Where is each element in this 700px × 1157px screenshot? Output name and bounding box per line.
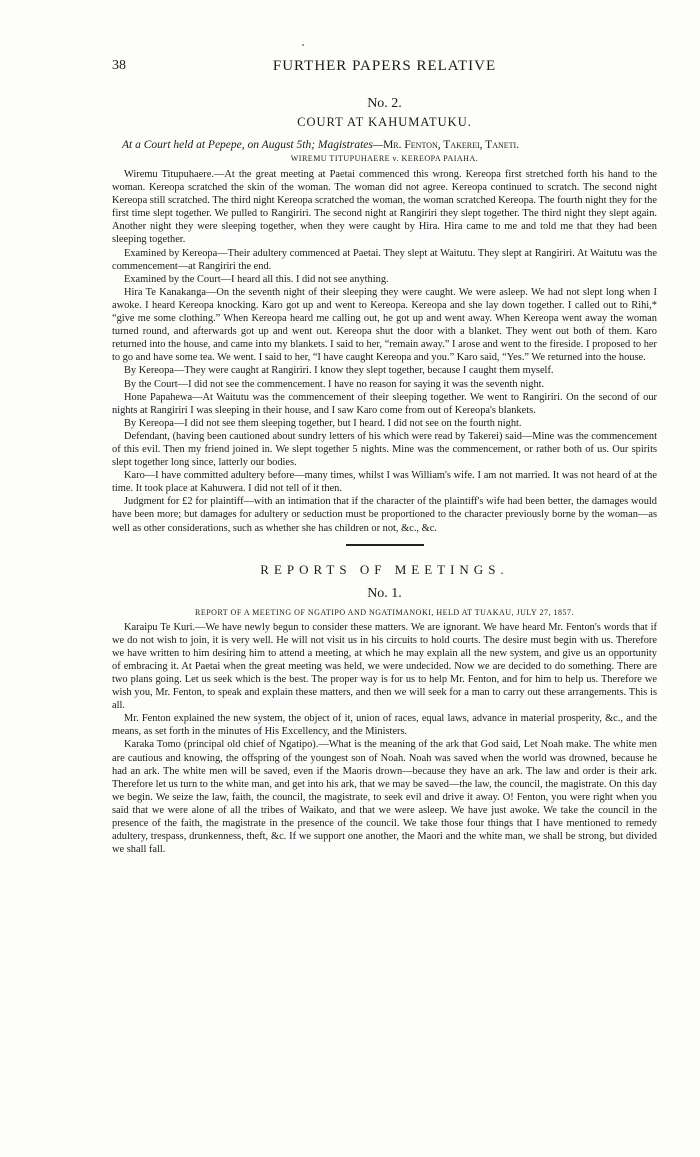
court-sitting-line: [122, 138, 657, 152]
court-paragraph: Examined by the Court—I heard all this. I did not see anything.: [124, 273, 389, 285]
court-paragraph: Karo—I have committed adultery before—many times, whilst I was William's wife. I am not married. It was not heard of at the time. It took place at Kahuwera. I did not tell of it then.: [112, 470, 657, 495]
section-divider: [346, 544, 424, 546]
court-number: No. 2.: [367, 96, 402, 111]
court-paragraph: Wiremu Titupuhaere.—At the great meeting at Paetai commenced this wrong. Kereopa first stretched forth his hand to the woman. Kereopa scratched the skin of the woman. The woman did not agree. Kereopa continued to scratch. The second night Kereopa still scratched. The third night Kereopa scratched the woman, the woman scratched Kereopa. The fourth night they for the first time slept together. We pulled to Rangiriri. The second night at Rangiriri they slept together. The third night they slept again. Another night they were sleeping together, when they were caught by Hira. Hira came to me and told me that they had been sleeping together.: [112, 169, 657, 246]
court-paragraph: By Kereopa—They were caught at Rangiriri. I know they slept together, because I caught them myself.: [124, 365, 554, 377]
court-paragraph: Defendant, (having been cautioned about sundry letters of his which were read by Takerei) said—Mine was the commencement of this evil. Then my friend joined in. We slept together 5 nights. Mine was the commencement, or rather both of us. Our spirits slept together long since, latterly our bodies.: [112, 430, 657, 469]
court-paragraph: Hira Te Kanakanga—On the seventh night of their sleeping they were caught. We were asleep. We had not slept long when I awoke. I heard Kereopa knocking. Karo got up and went to Kereopa. Kereopa and she lay down together. I called out to Rihi,* “give me some clothing.” When Kereopa heard me calling out, he got up and went away. When Kereopa went away the woman turned round, and afterwards got up and went out. Kereopa shut the door with a blanket. They went out both of them. Karo returned into the house, and came into my blankets. I said to her, “remain away.” I arose and went to the fireside. I proposed to her to go and have some tea. We went. I said to her, “I have caught Kereopa and you.” Karo said, “Yes.” We returned into the house.: [112, 286, 657, 364]
running-title: FURTHER PAPERS RELATIVE: [272, 58, 497, 74]
court-paragraph: By Kereopa—I did not see them sleeping together, but I heard. I did not see on the fourth night.: [124, 417, 522, 429]
court-section: [112, 96, 657, 535]
page-header: [112, 58, 657, 78]
reports-title: REPORTS OF MEETINGS.: [260, 561, 509, 577]
report-number: No. 1.: [367, 585, 402, 601]
court-line-prefix: At a Court held at Pepepe, on August 5th; Magistrates—: [122, 139, 384, 151]
page-number: 38: [112, 58, 126, 73]
report-paragraph: Mr. Fenton explained the new system, the object of it, union of races, equal laws, advance in material prosperity, &c., and the means, as set forth in the minutes of His Excellency, and the Ministers.: [112, 713, 657, 738]
report-paragraph: Karaipu Te Kuri.—We have newly begun to consider these matters. We are ignorant. We have heard Mr. Fenton's words that if we do not wish to join, it is very well. He will not visit us in his circuits to hold courts. The desire must begin with us. Therefore we have written to him desiring him to attend a meeting, at which he may explain all the new system, and give us an opportunity of embracing it. At Paetai when the great meeting was held, we were undecided. Now we are decided to do something. There are two plans going. Let us seek which is the best. The proper way is for us to help Mr. Fenton, and for him to help us. Therefore we wish you, Mr. Fenton, to speak and explain these matters, and then we will seek for a man to carry out these arrangements. This is all.: [112, 621, 657, 712]
court-paragraph: Examined by Kereopa—Their adultery commenced at Paetai. They slept at Waitutu. They slept at Rangiriri. At Waitutu was the commencement—at Rangiriri the end.: [112, 247, 657, 272]
court-paragraph: Judgment for £2 for plaintiff—with an intimation that if the character of the plaintiff's wife had been better, the damages would have been more; but damages for adultery or seduction must be proportioned to the character previously borne by the woman—as well as other considerations, such as whether she has children or not, &c., &c.: [112, 496, 657, 534]
page-content: [112, 96, 657, 856]
reports-section: [112, 562, 657, 857]
court-paragraph: By the Court—I did not see the commencement. I have no reason for saying it was the seventh night.: [124, 378, 545, 390]
case-title: WIREMU TITUPUHAERE v. KEREOPA PAIAHA.: [290, 154, 479, 163]
print-speck: [302, 44, 304, 46]
report-paragraph: Karaka Tomo (principal old chief of Ngatipo).—What is the meaning of the ark that God said, Let Noah make. The white men are cautious and knowing, the offspring of the youngest son of Noah. Noah was saved when the world was drowned, because he had an ark. The white men will be saved, even if the Maoris drown—because they have an ark. The law and order is their ark. Therefore let us turn to the white man, and get into his ark, that we may be saved—the law, the council, the magistrate. On this day we begin. We seize the law, faith, the council, the magistrate, to seek evil and drive it away. O! Fenton, you were right when you said that we were alone of all the tribes of Waikato, and that we were asleep. We have just awoke. We take the council in the presence of the faith, the magistrate in the presence of the council. We take those four things that I have mentioned to remedy adultery, trespass, drunkenness, theft, &c. If we support one another, the Maori and the white man, we shall be strong, but divided we shall fall.: [112, 739, 657, 856]
court-paragraph: Hone Papahewa—At Waitutu was the commencement of their sleeping together. We went to Rangiriri. On the second of our nights at Rangiriri I was sleeping in their house, and I saw Karo come from out of Kereopa's blankets.: [112, 391, 657, 416]
report-title: REPORT OF A MEETING OF NGATIPO AND NGATIMANOKI, HELD AT TUAKAU, JULY 27, 1857.: [195, 607, 574, 617]
magistrates: Mr. Fenton, Takerei, Taneti.: [383, 139, 520, 151]
court-title: COURT AT KAHUMATUKU.: [297, 115, 472, 129]
